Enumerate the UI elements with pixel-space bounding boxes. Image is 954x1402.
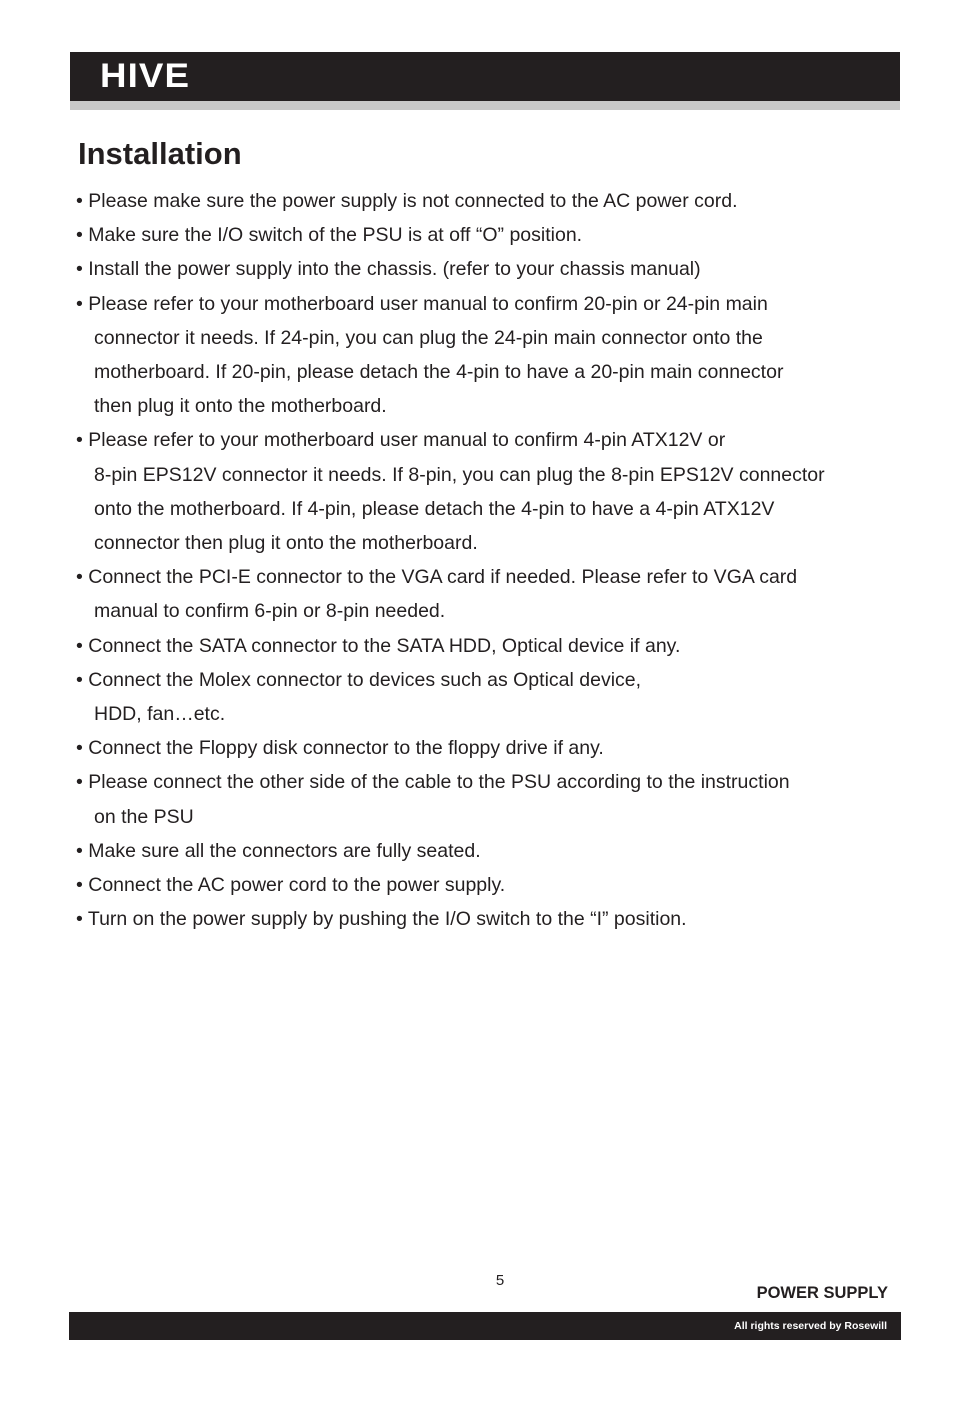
page-number: 5: [495, 1272, 505, 1289]
instruction-text: • Connect the SATA connector to the SATA HDD, Optical device if any.: [76, 634, 681, 657]
instruction-item: [76, 629, 906, 663]
product-label: POWER SUPPLY: [756, 1284, 888, 1302]
instruction-continuation: onto the motherboard. If 4-pin, please detach the 4-pin to have a 4-pin ATX12V: [94, 497, 775, 520]
instruction-item: [76, 218, 906, 252]
instruction-item: [76, 834, 906, 868]
instruction-continuation: then plug it onto the motherboard.: [94, 395, 387, 418]
instruction-text: • Please refer to your motherboard user manual to confirm 20-pin or 24-pin main: [76, 292, 768, 315]
footer-bar: [69, 1312, 901, 1340]
instruction-item: [76, 560, 906, 628]
instruction-text: • Connect the Floppy disk connector to the floppy drive if any.: [76, 737, 604, 760]
instruction-text: • Connect the Molex connector to devices such as Optical device,: [76, 668, 642, 691]
instruction-item: [76, 663, 906, 731]
instruction-item: [76, 252, 906, 286]
instruction-continuation: motherboard. If 20-pin, please detach the 4-pin to have a 20-pin main connector: [94, 361, 784, 384]
instruction-text: • Connect the AC power cord to the power supply.: [76, 874, 506, 897]
copyright-notice: All rights reserved by Rosewill: [734, 1320, 887, 1332]
instruction-text: • Please connect the other side of the cable to the PSU according to the instruction: [76, 771, 790, 794]
instruction-text: • Connect the PCI-E connector to the VGA card if needed. Please refer to VGA card: [76, 566, 798, 589]
instruction-text: • Make sure the I/O switch of the PSU is at off “O” position.: [76, 224, 583, 247]
instruction-continuation: 8-pin EPS12V connector it needs. If 8-pin, you can plug the 8-pin EPS12V connector: [94, 463, 825, 486]
instruction-continuation: connector it needs. If 24-pin, you can plug the 24-pin main connector onto the: [94, 326, 763, 349]
instruction-text: • Make sure all the connectors are fully seated.: [76, 839, 481, 862]
instruction-item: [76, 902, 906, 936]
instruction-continuation: on the PSU: [94, 805, 194, 828]
instruction-item: [76, 765, 906, 833]
header-bar: [70, 52, 900, 101]
hive-logo: HIVE: [100, 57, 191, 95]
instruction-continuation: HDD, fan…etc.: [94, 703, 226, 726]
instruction-item: [76, 287, 906, 424]
instruction-item: [76, 731, 906, 765]
header-underline: [70, 101, 900, 110]
instruction-list: [76, 184, 906, 936]
instruction-text: • Please refer to your motherboard user manual to confirm 4-pin ATX12V or: [76, 429, 726, 452]
page-title: Installation: [78, 136, 242, 171]
instruction-item: [76, 184, 906, 218]
instruction-continuation: manual to confirm 6-pin or 8-pin needed.: [94, 600, 446, 623]
instruction-text: • Install the power supply into the chassis. (refer to your chassis manual): [76, 258, 701, 281]
instruction-item: [76, 868, 906, 902]
instruction-continuation: connector then plug it onto the motherboard.: [94, 532, 478, 555]
instruction-item: [76, 423, 906, 560]
instruction-text: • Turn on the power supply by pushing the I/O switch to the “I” position.: [76, 908, 687, 931]
instruction-text: • Please make sure the power supply is not connected to the AC power cord.: [76, 190, 738, 212]
